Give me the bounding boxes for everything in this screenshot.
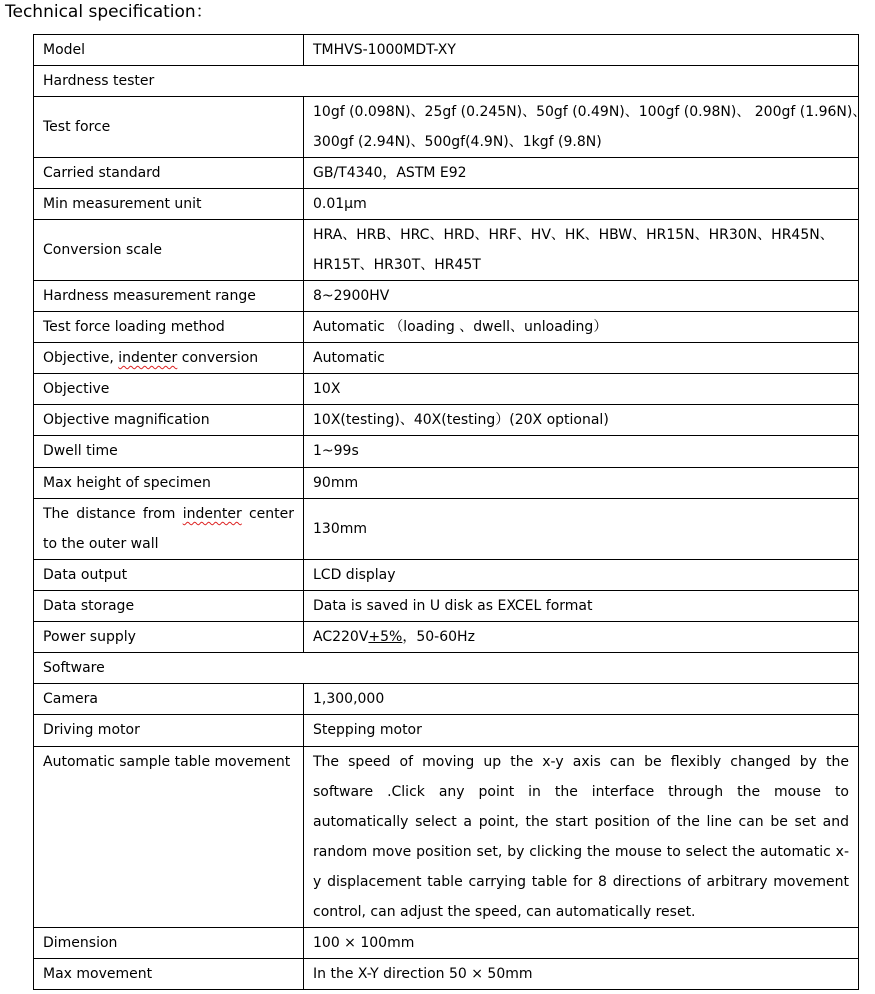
- label-part: center: [241, 506, 294, 522]
- row-label: Max height of specimen: [34, 468, 304, 499]
- value-line: HR15T、HR30T、HR45T: [313, 257, 481, 273]
- row-label: Carried standard: [34, 158, 304, 189]
- row-value: [304, 97, 867, 158]
- row-label: Objective: [34, 374, 304, 405]
- section-row: [34, 653, 859, 684]
- table-row: [34, 715, 859, 747]
- table-row: [34, 343, 859, 374]
- table-row: [34, 35, 859, 66]
- table-row: [34, 220, 859, 281]
- table-row: [34, 499, 859, 560]
- section-label: Software: [34, 653, 859, 684]
- row-value: The speed of moving up the x-y axis can be flexibly changed by the software .Click any point in the interface through the mouse to automatically select a point, the start position of the line can be set and random move position set, by clicking the mouse to select the automatic x-y displacement table carrying table for 8 directions of arbitrary movement control, can adjust the speed, can automatically reset.: [304, 747, 859, 928]
- row-label: Data storage: [34, 591, 304, 622]
- value-tolerance: +5%: [368, 629, 403, 645]
- row-value: 90mm: [304, 468, 859, 499]
- row-value: [304, 220, 859, 281]
- row-value: TMHVS-1000MDT-XY: [304, 35, 859, 66]
- spec-table: [33, 34, 867, 990]
- row-value: 0.01μm: [304, 189, 859, 220]
- row-label: Model: [34, 35, 304, 66]
- row-value: 1~99s: [304, 436, 859, 468]
- row-label: Driving motor: [34, 715, 304, 747]
- table-row: [34, 591, 859, 622]
- value-line: 10gf (0.098N)、25gf (0.245N)、50gf (0.49N)、100gf (0.98N)、 200gf (1.96N)、: [313, 104, 867, 120]
- table-row: [34, 405, 859, 436]
- value-part: AC220V: [313, 629, 369, 645]
- row-value: 130mm: [304, 499, 859, 560]
- row-label: Dwell time: [34, 436, 304, 468]
- row-label: Conversion scale: [34, 220, 304, 281]
- table-row: [34, 622, 859, 653]
- row-label: Data output: [34, 560, 304, 591]
- value-line: 300gf (2.94N)、500gf(4.9N)、1kgf (9.8N): [313, 134, 602, 150]
- row-value: In the X-Y direction 50 × 50mm: [304, 959, 859, 990]
- table-row: [34, 436, 859, 468]
- table-row: [34, 189, 859, 220]
- value-part: ，50-60Hz: [402, 629, 475, 645]
- table-row: [34, 747, 859, 928]
- row-value: Stepping motor: [304, 715, 859, 747]
- value-line: HRA、HRB、HRC、HRD、HRF、HV、HK、HBW、HR15N、HR30N、HR45N、: [313, 227, 834, 243]
- row-value: 10X(testing)、40X(testing）(20X optional): [304, 405, 859, 436]
- row-value: Data is saved in U disk as EXCEL format: [304, 591, 859, 622]
- table-row: [34, 97, 859, 158]
- row-label: Dimension: [34, 928, 304, 959]
- label-part: Objective,: [43, 350, 119, 366]
- label-line: [43, 499, 294, 529]
- label-part: The distance from: [43, 506, 183, 522]
- row-value: 100 × 100mm: [304, 928, 859, 959]
- row-label: Camera: [34, 684, 304, 715]
- row-value: 1,300,000: [304, 684, 859, 715]
- table-row: [34, 158, 859, 189]
- row-label: Min measurement unit: [34, 189, 304, 220]
- label-word: indenter: [118, 350, 178, 366]
- row-label: Automatic sample table movement: [34, 747, 304, 928]
- row-value: LCD display: [304, 560, 859, 591]
- table-row: [34, 281, 859, 312]
- table-row: [34, 928, 859, 959]
- section-row: [34, 66, 859, 97]
- row-value: 8~2900HV: [304, 281, 859, 312]
- row-value: GB/T4340，ASTM E92: [304, 158, 859, 189]
- page-title: Technical specification：: [5, 2, 213, 22]
- row-label: Hardness measurement range: [34, 281, 304, 312]
- row-label: Test force: [34, 97, 304, 158]
- row-label: Objective magnification: [34, 405, 304, 436]
- label-part: conversion: [177, 350, 259, 366]
- row-value: [304, 622, 859, 653]
- label-line: to the outer wall: [43, 536, 159, 552]
- table-row: [34, 312, 859, 343]
- table-row: [34, 959, 859, 990]
- row-label: Max movement: [34, 959, 304, 990]
- label-word: indenter: [182, 506, 242, 522]
- table-row: [34, 684, 859, 715]
- row-value: 10X: [304, 374, 859, 405]
- section-label: Hardness tester: [34, 66, 859, 97]
- table-row: [34, 560, 859, 591]
- row-label: [34, 343, 304, 374]
- row-label: Test force loading method: [34, 312, 304, 343]
- row-label: Power supply: [34, 622, 304, 653]
- table-row: [34, 468, 859, 499]
- row-value: Automatic: [304, 343, 859, 374]
- row-label: [34, 499, 304, 560]
- row-value: Automatic （loading 、dwell、unloading）: [304, 312, 859, 343]
- table-row: [34, 374, 859, 405]
